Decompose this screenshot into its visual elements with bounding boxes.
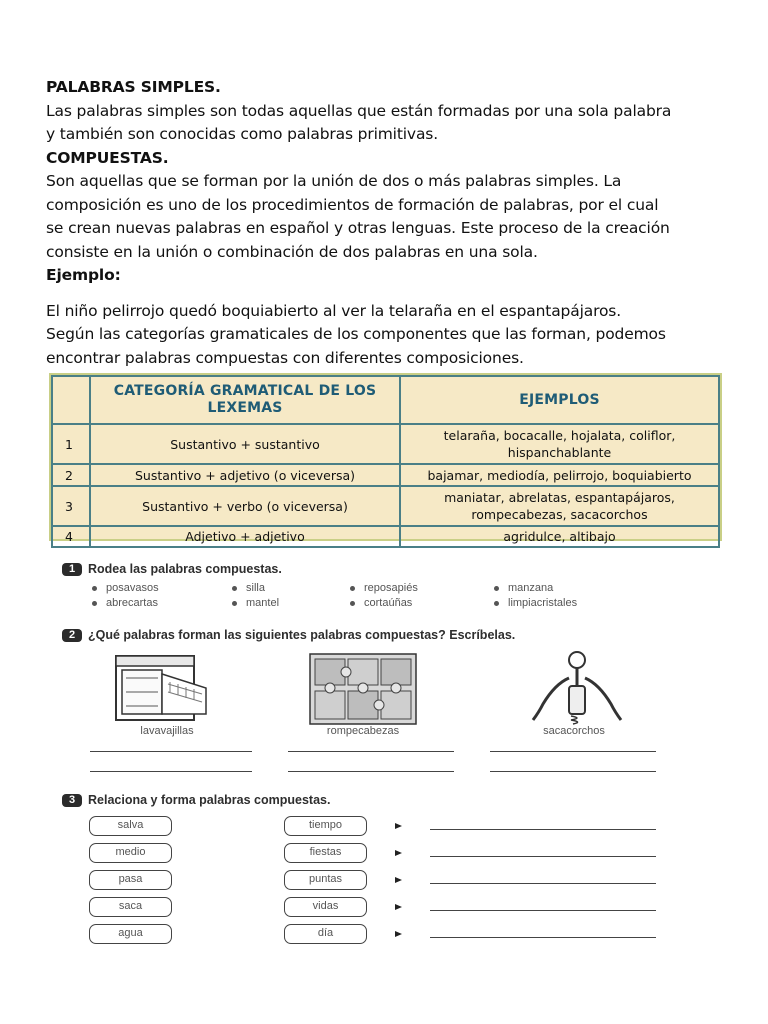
puzzle-icon [309,653,417,725]
answer-line[interactable] [430,829,656,830]
word-option[interactable]: reposapiés [350,582,418,594]
word-pill-left[interactable]: pasa [89,870,172,890]
answer-line[interactable] [430,856,656,857]
arrow-right-icon [395,904,402,910]
word-option[interactable]: abrecartas [92,597,158,609]
word-pill-right[interactable]: fiestas [284,843,367,863]
word-pill-right[interactable]: vidas [284,897,367,917]
row-examples: bajamar, mediodía, pelirrojo, boquiabierto [400,464,719,486]
heading-compound-words: COMPUESTAS. [46,148,169,167]
answer-line[interactable] [90,771,252,772]
answer-line[interactable] [430,910,656,911]
row-number: 4 [52,526,90,547]
paragraph-line: consiste en la unión o combinación de dos palabras en una sola. [46,242,538,261]
paragraph-line: Son aquellas que se forman por la unión de dos o más palabras simples. La [46,172,622,190]
arrow-right-icon [395,931,402,937]
table-row [52,464,719,486]
word-option[interactable]: silla [232,582,265,594]
row-category: Sustantivo + adjetivo (o viceversa) [90,464,400,486]
exercise-title: Rodea las palabras compuestas. [88,562,282,576]
word-pill-right[interactable]: tiempo [284,816,367,836]
image-caption: lavavajillas [140,725,194,737]
word-option[interactable]: limpiacristales [494,597,577,609]
answer-line[interactable] [288,771,454,772]
answer-line[interactable] [288,751,454,752]
exercise-number-badge: 2 [62,629,82,642]
paragraph-line: Según las categorías gramaticales de los componentes que las forman, podemos [46,325,666,343]
table-header-num [52,376,90,424]
intro-text [46,76,736,370]
image-caption: sacacorchos [543,725,605,737]
image-caption: rompecabezas [326,725,400,737]
word-option[interactable]: posavasos [92,582,159,594]
table-header-examples: EJEMPLOS [400,376,719,424]
category-table [49,373,722,544]
paragraph-line: y también son conocidas como palabras primitivas. [46,125,438,143]
row-number: 1 [52,424,90,464]
heading-example: Ejemplo: [46,266,121,284]
word-pill-left[interactable]: saca [89,897,172,917]
row-examples: maniatar, abrelatas, espantapájaros, rompecabezas, sacacorchos [400,486,719,526]
word-pill-right[interactable]: día [284,924,367,944]
answer-line[interactable] [490,771,656,772]
exercise-number-badge: 3 [62,794,82,807]
word-pill-left[interactable]: agua [89,924,172,944]
corkscrew-icon [525,650,629,726]
table-header-row [52,376,719,424]
row-category: Sustantivo + verbo (o viceversa) [90,486,400,526]
arrow-right-icon [395,850,402,856]
row-number: 3 [52,486,90,526]
word-option[interactable]: mantel [232,597,279,609]
table-row [52,486,719,526]
table-row [52,424,719,464]
dishwasher-icon [112,652,212,724]
exercise-title: ¿Qué palabras forman las siguientes palabras compuestas? Escríbelas. [88,628,516,642]
answer-line[interactable] [90,751,252,752]
table-row [52,526,719,547]
row-category: Sustantivo + sustantivo [90,424,400,464]
word-pill-left[interactable]: medio [89,843,172,863]
answer-line[interactable] [430,937,656,938]
word-option[interactable]: cortaúñas [350,597,412,609]
row-examples: telaraña, bocacalle, hojalata, coliflor, hispanchablante [400,424,719,464]
paragraph-line: se crean nuevas palabras en español y otras lenguas. Este proceso de la creación [46,219,670,237]
table-header-category: CATEGORÍA GRAMATICAL DE LOS LEXEMAS [90,376,400,424]
word-pill-left[interactable]: salva [89,816,172,836]
paragraph-line: composición es uno de los procedimientos de formación de palabras, por el cual [46,195,659,214]
paragraph-line: encontrar palabras compuestas con diferentes composiciones. [46,348,524,367]
row-number: 2 [52,464,90,486]
exercise-title: Relaciona y forma palabras compuestas. [88,793,331,807]
row-category: Adjetivo + adjetivo [90,526,400,547]
word-option[interactable]: manzana [494,582,553,594]
paragraph-line: Las palabras simples son todas aquellas que están formadas por una sola palabra [46,101,672,120]
arrow-right-icon [395,823,402,829]
heading-simple-words: PALABRAS SIMPLES. [46,78,221,96]
answer-line[interactable] [490,751,656,752]
exercise-number-badge: 1 [62,563,82,576]
answer-line[interactable] [430,883,656,884]
example-sentence: El niño pelirrojo quedó boquiabierto al ver la telaraña en el espantapájaros. [46,301,622,320]
arrow-right-icon [395,877,402,883]
row-examples: agridulce, altibajo [400,526,719,547]
word-pill-right[interactable]: puntas [284,870,367,890]
